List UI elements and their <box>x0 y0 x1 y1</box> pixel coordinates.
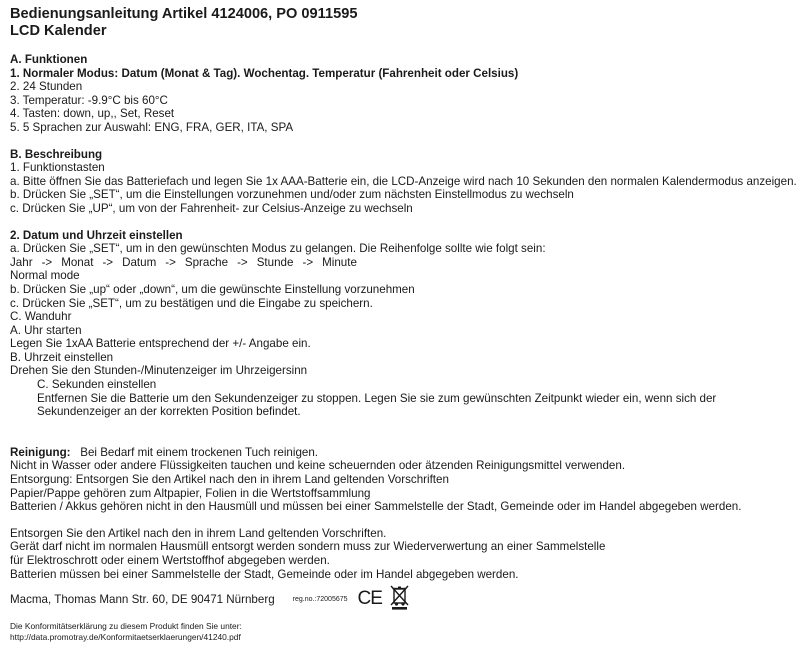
sequence-step: Minute <box>322 255 357 269</box>
cleaning-info-line: Entsorgung: Entsorgen Sie den Artikel nach den in ihrem Land geltenden Vorschriften <box>10 473 449 487</box>
section-a-item: 2. 24 Stunden <box>10 80 83 94</box>
cleaning-text: Bei Bedarf mit einem trockenen Tuch reinigen. <box>80 445 319 459</box>
sequence-step: Datum <box>122 255 157 269</box>
document-title: Bedienungsanleitung Artikel 4124006, PO 0911595 <box>10 6 358 22</box>
sequence-arrow: -> <box>237 255 248 269</box>
document-subtitle: LCD Kalender <box>10 23 107 39</box>
section-a-item: 3. Temperatur: -9.9°C bis 60°C <box>10 93 168 107</box>
document-page <box>10 6 802 642</box>
company-row <box>10 585 802 613</box>
section-2-line: C. Wanduhr <box>10 310 72 324</box>
cleaning-info-line: Papier/Pappe gehören zum Altpapier, Folien in die Wertstoffsammlung <box>10 486 371 500</box>
section-2-indented-line: Sekundenzeiger an der korrekten Position befindet. <box>37 405 301 419</box>
section-a-item: 1. Normaler Modus: Datum (Monat & Tag). Wochentag. Temperatur (Fahrenheit oder Celsius) <box>10 66 519 80</box>
cleaning-label: Reinigung: <box>10 445 71 459</box>
cleaning-info-line: Batterien / Akkus gehören nicht in den Hausmüll und müssen bei einer Sammelstelle der Stadt, Gemeinde oder im Handel abgegeben werden. <box>10 500 742 514</box>
cleaning-line <box>10 446 802 460</box>
section-b-line: 1. Funktionstasten <box>10 161 105 175</box>
disposal-line: Entsorgen Sie den Artikel nach den in ihrem Land geltenden Vorschriften. <box>10 526 387 540</box>
company-address: Macma, Thomas Mann Str. 60, DE 90471 Nürnberg <box>10 592 275 606</box>
section-2-indented-line: Entfernen Sie die Batterie um den Sekundenzeiger zu stoppen. Legen Sie sie zum gewünschten Zeitpunkt wieder ein, wenn sich der <box>37 391 717 405</box>
section-2-heading: 2. Datum und Uhrzeit einstellen <box>10 228 183 242</box>
registration-number: reg.no.:72005675 <box>292 595 348 603</box>
sequence-step: Monat <box>61 255 94 269</box>
section-2-line: c. Drücken Sie „SET“, um zu bestätigen und die Eingabe zu speichern. <box>10 296 373 310</box>
section-b-line: a. Bitte öffnen Sie das Batteriefach und legen Sie 1x AAA-Batterie ein, die LCD-Anzeige wird nach 10 Sekunden den normalen Kalendermodus anzeigen. <box>10 174 797 188</box>
section-2-line: b. Drücken Sie „up“ oder „down“, um die gewünschte Einstellung vorzunehmen <box>10 282 415 296</box>
section-b-heading: B. Beschreibung <box>10 147 103 161</box>
sequence-arrow: -> <box>302 255 314 269</box>
section-2-line: Legen Sie 1xAA Batterie entsprechend der +/- Angabe ein. <box>10 337 311 351</box>
section-b-line: c. Drücken Sie „UP“, um von der Fahrenheit- zur Celsius-Anzeige zu wechseln <box>10 201 413 215</box>
disposal-line: Batterien müssen bei einer Sammelstelle der Stadt, Gemeinde oder im Handel abgegeben werden. <box>10 567 519 581</box>
cleaning-info-line: Nicht in Wasser oder andere Flüssigkeiten tauchen und keine scheuernden oder ätzenden Reinigungsmittel verwenden. <box>10 459 626 473</box>
section-2-line-a: a. Drücken Sie „SET“, um in den gewünschten Modus zu gelangen. Die Reihenfolge sollte wie folgt sein: <box>10 242 546 256</box>
sequence-step: Stunde <box>256 255 294 269</box>
sequence-arrow: -> <box>165 255 176 269</box>
section-b-line: b. Drücken Sie „SET“, um die Einstellungen vorzunehmen und/oder zum nächsten Einstellmodus zu wechseln <box>10 188 574 202</box>
sequence-arrow: -> <box>41 255 53 269</box>
disposal-line: Gerät darf nicht im normalen Hausmüll entsorgt werden sondern muss zur Wiederverwertung an einer Sammelstelle <box>10 540 606 554</box>
section-2-line: B. Uhrzeit einstellen <box>10 350 114 364</box>
disposal-line: für Elektroschrott oder einem Wertstoffhof abgegeben werden. <box>10 554 330 567</box>
section-2-line: A. Uhr starten <box>10 323 82 337</box>
sequence-step: Jahr <box>10 255 33 269</box>
section-2-line: Drehen Sie den Stunden-/Minutenzeiger im Uhrzeigersinn <box>10 364 308 378</box>
section-2-line: Normal mode <box>10 269 80 283</box>
setting-sequence <box>10 256 802 270</box>
ce-mark-icon: CE <box>357 588 382 610</box>
section-a-heading: A. Funktionen <box>10 53 88 66</box>
section-2-indented-line: C. Sekunden einstellen <box>37 378 157 392</box>
crossed-out-wheelie-bin-icon <box>390 584 410 615</box>
conformity-note: Die Konformitätserklärung zu diesem Produkt finden Sie unter: <box>10 621 242 632</box>
sequence-arrow: -> <box>102 255 114 269</box>
section-a-item: 4. Tasten: down, up,, Set, Reset <box>10 107 175 121</box>
conformity-link[interactable]: http://data.promotray.de/Konformitaetserklaerungen/41240.pdf <box>10 631 241 642</box>
sequence-step: Sprache <box>184 255 229 269</box>
section-a-item: 5. 5 Sprachen zur Auswahl: ENG, FRA, GER, ITA, SPA <box>10 120 294 134</box>
